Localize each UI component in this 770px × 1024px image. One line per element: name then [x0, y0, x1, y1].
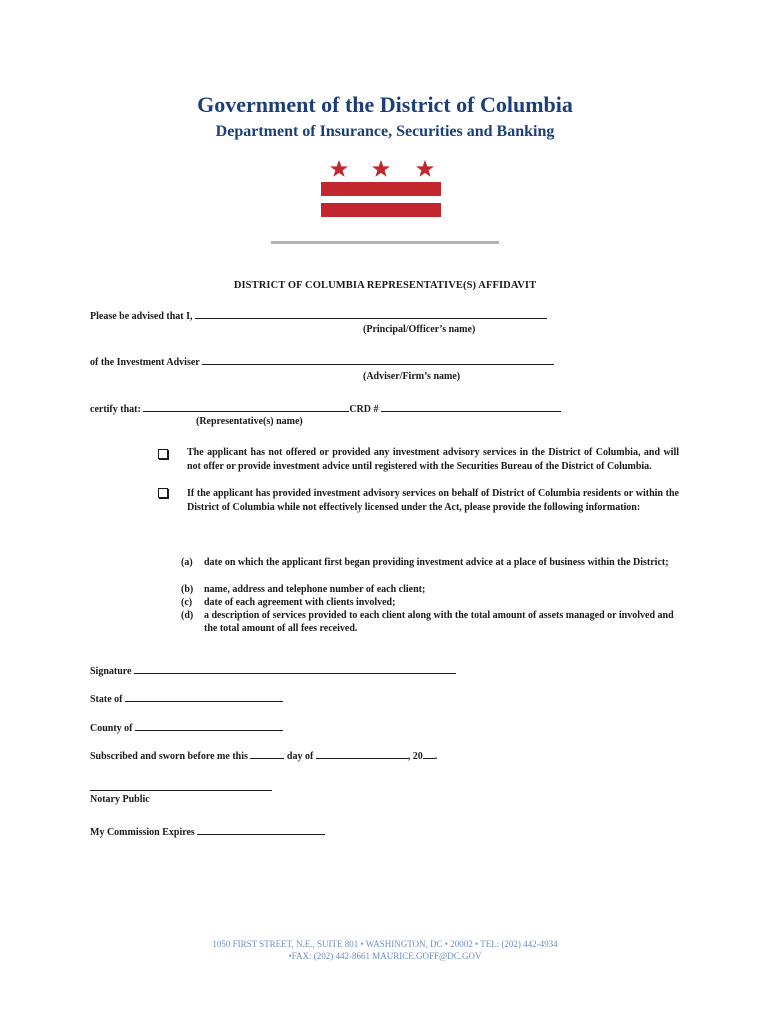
- sworn-year-label: , 20: [407, 751, 423, 762]
- header-divider: [271, 241, 499, 244]
- crd-number-field[interactable]: [381, 402, 561, 412]
- info-item-text: date on which the applicant first began providing investment advice at a place of business within the District;: [204, 557, 669, 568]
- info-item-text: date of each agreement with clients involved;: [204, 597, 396, 608]
- option-1-text: The applicant has not offered or provided any investment advisory services in the District of Columbia, and will not offer or provide investment advice until registered with the Securities Bureau of the District of Columbia.: [187, 447, 679, 472]
- star-icon: [330, 160, 348, 177]
- agency-title: Government of the District of Columbia: [197, 92, 573, 117]
- signature-field[interactable]: [134, 664, 456, 674]
- county-field[interactable]: [135, 721, 283, 731]
- option-2-text: If the applicant has provided investment advisory services on behalf of District of Columbia residents or within the District of Columbia while not effectively licensed under the Act, please provide the following information:: [187, 488, 679, 513]
- commission-row: [90, 825, 325, 838]
- option-1-checkbox[interactable]: [158, 449, 168, 459]
- commission-label: My Commission Expires: [90, 827, 195, 838]
- state-label: State of: [90, 694, 123, 705]
- flag-bar-top: [321, 182, 441, 196]
- flag-bar-bottom: [321, 203, 441, 217]
- option-2-checkbox[interactable]: [158, 488, 168, 498]
- adviser-caption: (Adviser/Firm’s name): [363, 371, 461, 382]
- adviser-row: [90, 355, 554, 368]
- info-item-label: (b): [181, 584, 194, 595]
- star-icon: [372, 160, 390, 177]
- dc-flag-icon: [320, 158, 442, 218]
- sworn-end: .: [434, 751, 438, 762]
- adviser-label: of the Investment Adviser: [90, 357, 200, 368]
- info-item-c: [181, 596, 679, 609]
- signature-row: [90, 664, 456, 677]
- info-item-label: (a): [181, 557, 193, 568]
- notary-label: Notary Public: [90, 794, 150, 805]
- info-item-b: [181, 583, 679, 596]
- county-row: [90, 721, 283, 734]
- principal-caption: (Principal/Officer’s name): [363, 324, 476, 335]
- state-row: [90, 692, 283, 705]
- notary-signature-field[interactable]: [90, 781, 272, 791]
- footer-address: 1050 FIRST STREET, N.E., SUITE 801 • WASHINGTON, DC • 20002 • TEL: (202) 442-4934: [212, 939, 558, 949]
- info-item-label: (c): [181, 597, 193, 608]
- sworn-prefix: Subscribed and sworn before me this: [90, 751, 248, 762]
- county-label: County of: [90, 723, 133, 734]
- principal-row: [90, 309, 547, 322]
- representative-caption: (Representative(s) name): [196, 416, 303, 427]
- certify-row: [90, 402, 561, 415]
- document-title: DISTRICT OF COLUMBIA REPRESENTATIVE(S) AFFIDAVIT: [233, 280, 537, 291]
- info-item-text: a description of services provided to each client along with the total amount of assets managed or involved and the total amount of all fees received.: [204, 610, 674, 634]
- adviser-name-field[interactable]: [202, 355, 554, 365]
- info-item-label: (d): [181, 610, 194, 621]
- representative-name-field[interactable]: [143, 402, 349, 412]
- sworn-month-field[interactable]: [316, 749, 408, 759]
- certify-label: certify that:: [90, 404, 141, 415]
- star-icon: [416, 160, 434, 177]
- sworn-row: [90, 749, 437, 762]
- footer-contact: •FAX: (202) 442-8661 MAURICE.GOFF@DC.GOV: [288, 951, 482, 961]
- advised-label: Please be advised that I,: [90, 311, 193, 322]
- department-subtitle: Department of Insurance, Securities and Banking: [215, 123, 555, 140]
- sworn-day-label: day of: [286, 751, 314, 762]
- sworn-day-field[interactable]: [250, 749, 284, 759]
- sworn-year-field[interactable]: [423, 749, 435, 759]
- principal-name-field[interactable]: [195, 309, 547, 319]
- signature-label: Signature: [90, 666, 132, 677]
- state-field[interactable]: [125, 692, 283, 702]
- info-item-a: [181, 556, 679, 569]
- crd-label: CRD #: [349, 404, 379, 415]
- info-item-d: [181, 609, 679, 635]
- commission-expiry-field[interactable]: [197, 825, 325, 835]
- info-item-text: name, address and telephone number of each client;: [204, 584, 426, 595]
